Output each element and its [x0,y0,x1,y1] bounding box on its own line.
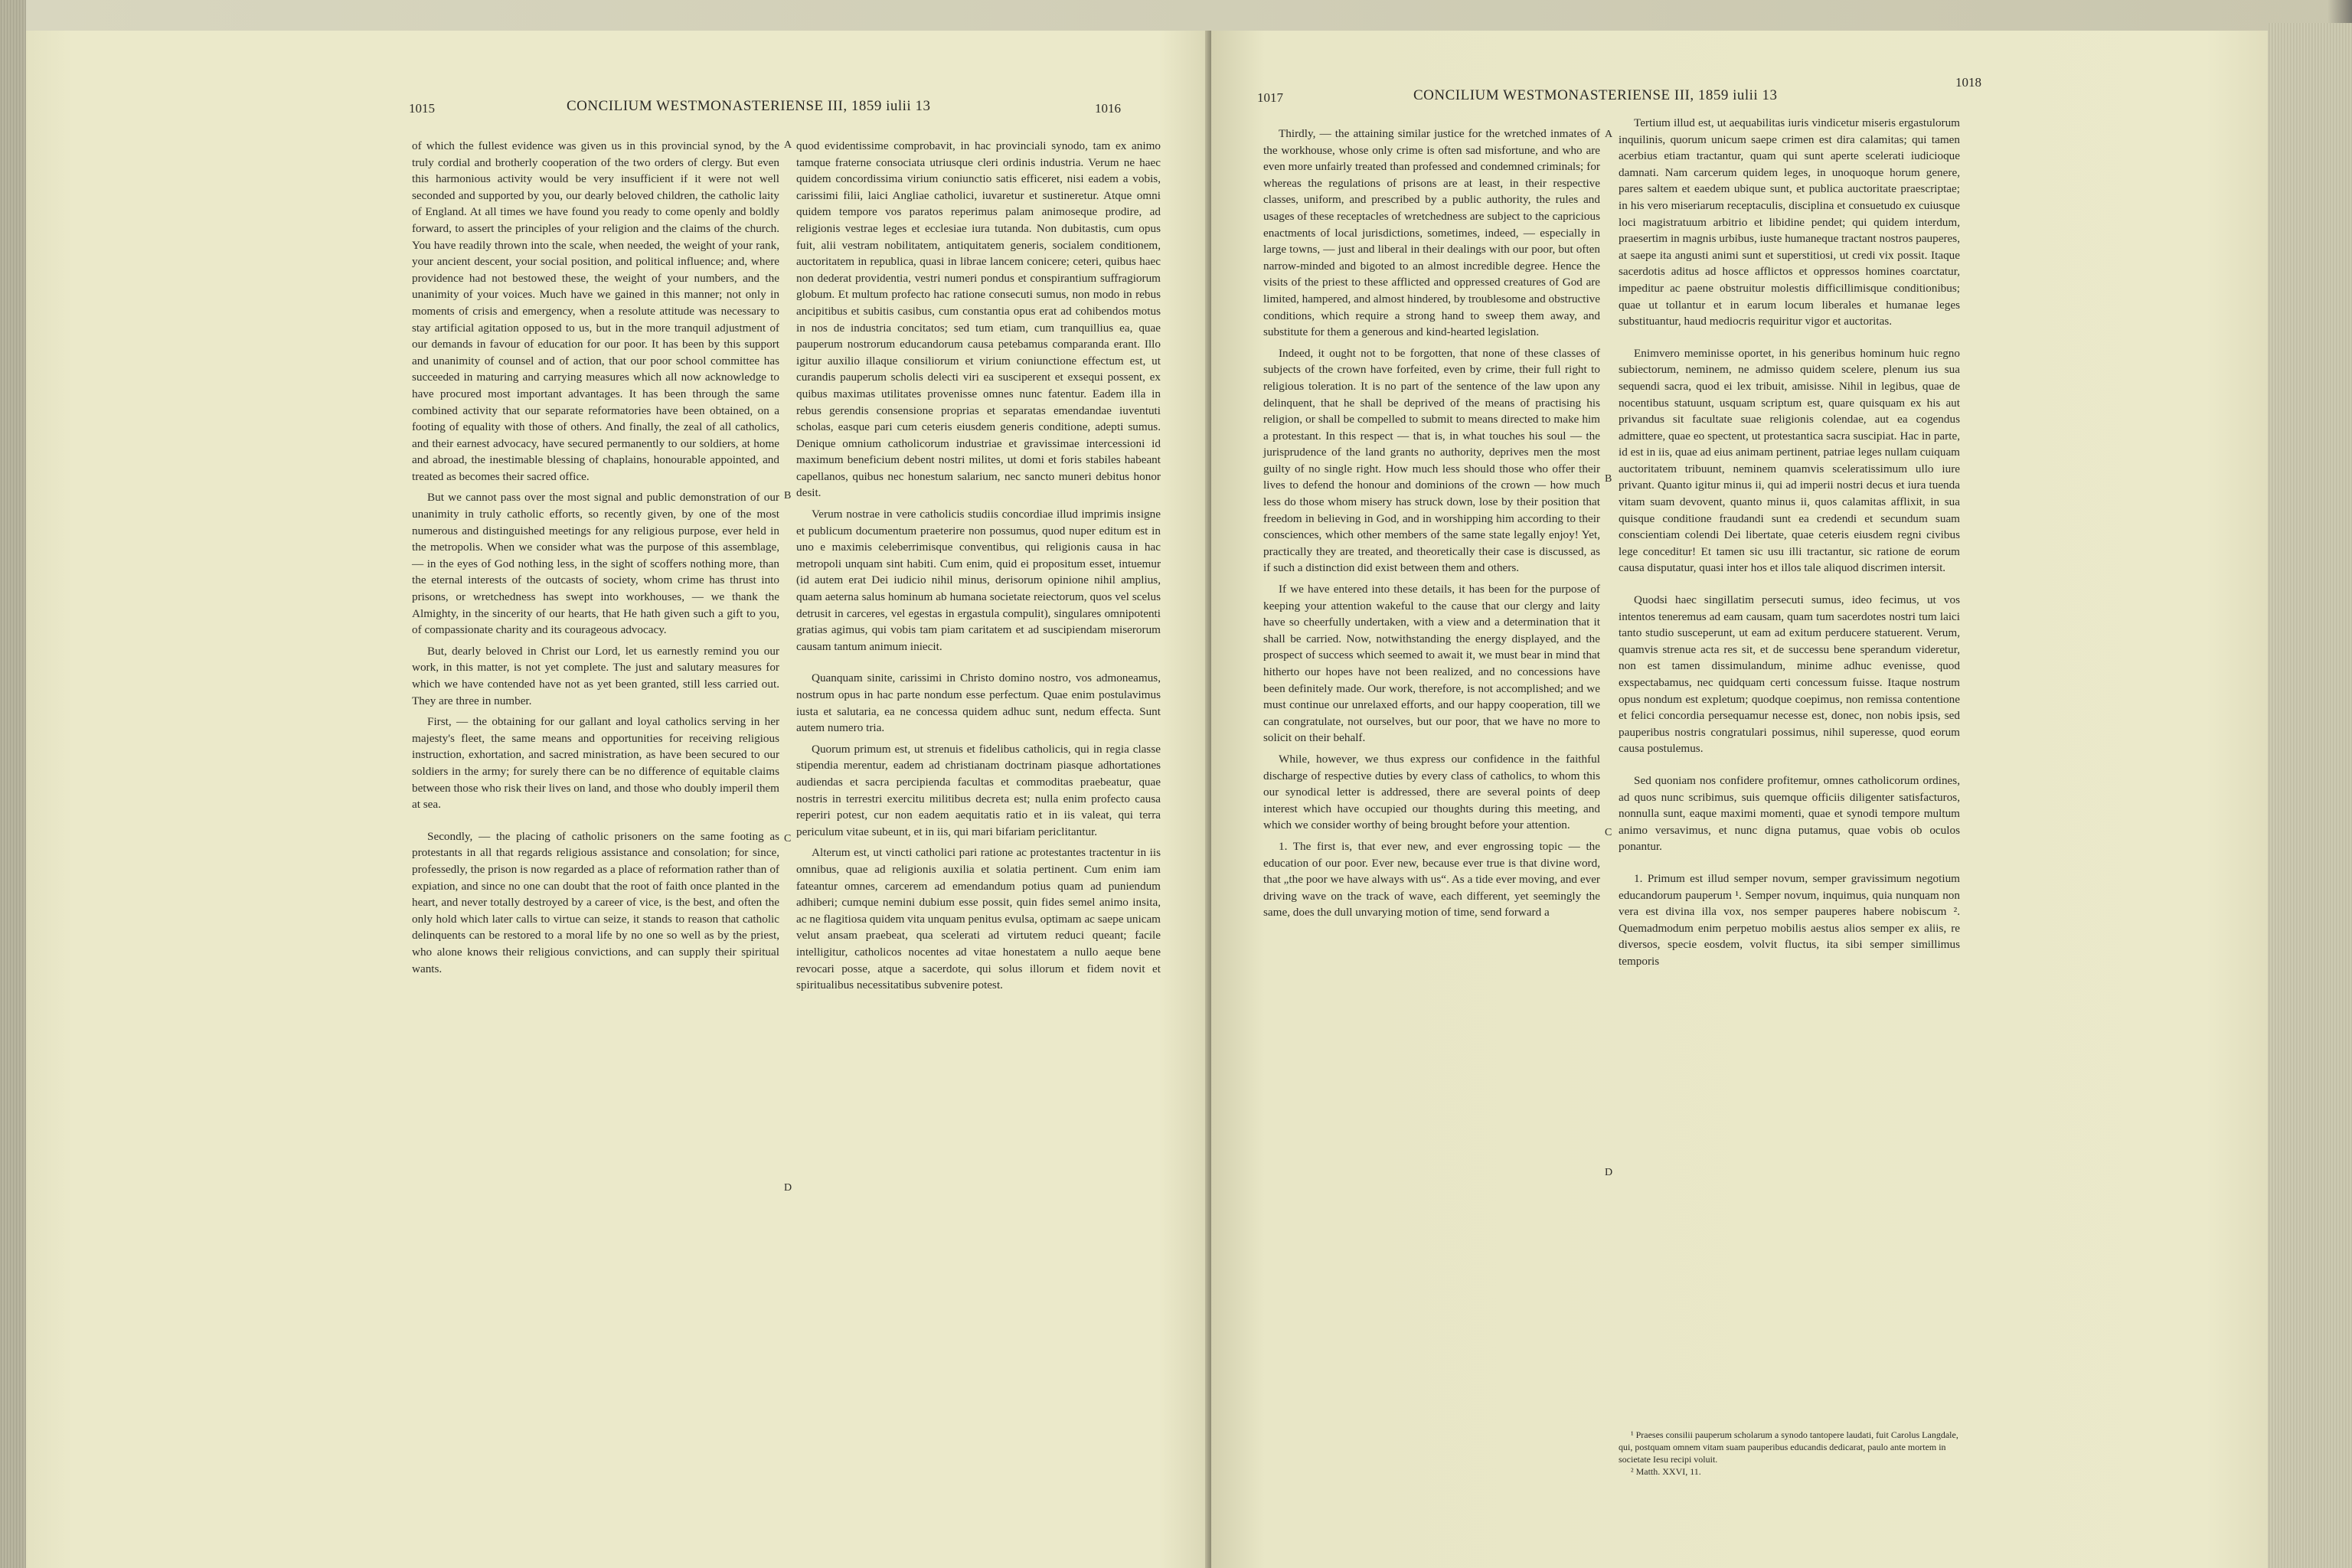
page-number-1017: 1017 [1257,90,1283,105]
right-page [1211,31,2268,1568]
section-marker-d: D [1605,1167,1613,1178]
english-paragraph: First, — the obtaining for our gallant and loyal catholics serving in her majesty's fleet, the same means and opportunities for receiving religious instruction, exhortation, and sacred ministration, as have been secured to our soldiers in the army; for surely there can be no difference of equitable claims between those who risk their lives on land, and those who doubly imperil them at sea. [412,715,779,812]
left-english-column [412,138,779,982]
latin-paragraph: Quorum primum est, ut strenuis et fidelibus catholicis, qui in regia classe stipendia merentur, eadem ad christianam doctrinam piasque adhortationes audiendas et sacra percipienda facultas et commoditas praebeatur, quae nostris in terrestri exercitu militibus decreta est; nulla enim profecto causa reperiri potest, cur non eadem aequitatis ratio et in iis valeat, qui terra periculum vitae subeunt, et in iis, qui mari bifariam periclitantur. [796,742,1161,838]
english-paragraph: 1. The first is, that ever new, and ever engrossing topic — the education of our poor. Ever new, because ever true is that divine word, that „the poor we have always with us“. As a tide ever moving, and ever driving wave on the track of wave, each different, yet seemingly the same, does the dull unvarying motion of time, send forward a [1263,839,1600,920]
page-number-1018: 1018 [1955,75,1981,90]
latin-paragraph: Tertium illud est, ut aequabilitas iuris vindicetur miseris ergastulorum inquilinis, quorum unicum saepe crimen est dira calamitas; qui tamen acerbius etiam tractantur, quam qui sunt aperte scelerati iudicioque damnati. Nam carcerum quidem leges, in unoquoque horum genere, pares saltem et eaedem ubique sunt, et publica auctoritate praescriptae; in his vero miseriarum receptaculis, disciplina et consuetudo ex cuiusque loci magistratuum arbitrio et libidine pendet; qui quidem interdum, praesertim in magnis urbibus, iuste humaneque tractant nostros pauperes, at saepe ita angusti animi sunt et superstitiosi, ut credi vix possit. Itaque sacerdotis aditus ad hosce afflictos et oppressos homines coarctatur, impeditur ac paene obstruitur molestis difficillimisque conditionibus; quae ut tollantur et in earum locum liberales et humanae leges substituantur, haud mediocris requiritur vigor et auctoritas. [1619,116,1960,328]
latin-paragraph: Verum nostrae in vere catholicis studiis concordiae illud imprimis insigne et publicum documentum praeterire non possumus, quod nuper editum est in uno e maximis celeberrimisque conventibus, qui religionis causa in hac metropoli unquam sint habiti. Cum enim, quid ei propositum esset, intuemur (id autem erat Dei iudicio nihil minus, derisorum opinione nihil amplius, quam aeterna salus hominum ab humana societate reiectorum, quos vel scelus detrusit in carceres, vel egestas in ergastula compulit), singulares omnipotenti gratias agimus, qui vobis tam piam caritatem et ad suscipiendam miserorum causam tantum animum iniecit. [796,508,1161,653]
section-marker-a: A [784,139,792,151]
latin-paragraph: 1. Primum est illud semper novum, semper gravissimum negotium educandorum pauperum ¹. Semper novum, inquimus, quia nunquam non vera est divina illa vox, nos semper pauperes habere nobiscum ². Quemadmodum enim perpetuo mobilis aestus alios semper ex aliis, re diversos, specie eosdem, volvit fluctus, ita sibi semper simillimus temporis [1619,871,1960,968]
section-marker-b: B [784,490,792,501]
section-marker-c: C [1605,827,1612,838]
page-number-1016: 1016 [1095,101,1121,116]
latin-paragraph: Quodsi haec singillatim persecuti sumus, ideo fecimus, ut vos intentos teneremus ad eam causam, quam tum sacerdotes nostri tum laici tanto studio susceperunt, ut eam ad exitum perducere statuerent. Verum, quamvis strenue acta res sit, et de successu bene sperandum videretur, non est tamen dissimulandum, minime adhuc evenisse, quod exspectabamus, nec quidquam certi concessum fuisse. Itaque nostrum opus nondum est expletum; quodque coepimus, non remissa contentione et felici concordia persequamur necesse est, donec, non nobis ipsis, sed pauperibus nostris congratulari possimus, nihil superesse, quod eorum causa postulemus. [1619,593,1960,756]
latin-paragraph: Enimvero meminisse oportet, in his generibus hominum huic regno subiectorum, neminem, ne admisso quidem scelere, plenum ius sua sequendi sacra, quod ei lex tribuit, amisisse. Nihil in legibus, quae de nocentibus statuunt, usquam scriptum est, quare quisquam ex his aut privandus sit facultate suae religionis colendae, aut ea cogendus admittere, quae eo spectent, ut protestantica sacra suscipiat. Hac in parte, id est in iis, quae ad eius animam pertinent, patriae leges nullam cuiquam auctoritatem tribuunt, neminem quamvis sceleratissimum ullo iure privant. Quanto igitur minus ii, qui ad imperii nostri decus et iura tuenda vitam suam devovent, quanto minus ii, quos calamitas afflixit, in sua quisque conditione fraudandi sunt ea credendi et secundum suam conscientiam colendi Dei libertate, quae ceteris eiusdem regni civibus lege conceditur! Et tamen sic usu illi tractantur, sic ratione de eorum causa disputatur, quasi inter hos et illos tale aliquod discrimen intersit. [1619,346,1960,575]
left-latin-column [796,138,1161,998]
latin-paragraph: Alterum est, ut vincti catholici pari ratione ac protestantes tractentur in iis omnibus, quae ad religionis auxilia et solatia pertinent. Cum enim iam fateantur omnes, carcerem ad emendandum potius quam ad puniendum adhiberi; cumque nemini dubium esse possit, quin fides semel animo insita, ac ne flagitiosa quidem vita unquam penitus evulsa, optimam ac saepe unicam velut ansam praebeat, qua scelerati ad virtutem reduci queant; facile intelligitur, catholicos nocentes ad vitae honestatem a nullo aeque bene revocari posse, atque a sacerdote, qui solus illorum et fidem novit et spiritualibus necessitatibus subvenire potest. [796,846,1161,992]
latin-paragraph: Quanquam sinite, carissimi in Christo domino nostro, vos admoneamus, nostrum opus in hac parte nondum esse perfectum. Quae enim postulavimus iusta et salutaria, ea ne concessa quidem adhuc sunt, nedum effecta. Sunt autem numero tria. [796,671,1161,735]
english-paragraph: Indeed, it ought not to be forgotten, that none of these classes of subjects of the crown have forfeited, even by crime, their full right to religious toleration. It is no part of the sentence of the law upon any delinquent, that he shall be deprived of the means of practising his religion, or shall be compelled to submit to means directed to make him a protestant. In this respect — that is, in what touches his soul — the jurisprudence of the land grants no authority, deprives men the most guilty of no single right. How much less should those who offer their lives to defend the honour and dominions of the crown — how much less do those whom misery has struck down, lose by their position that freedom in believing in God, and in worshipping him according to their consciences, which other members of the same state legally enjoy! Yet, practically they are treated, and theoretically their case is discussed, as if such a distinction did exist between them and others. [1263,346,1600,575]
section-marker-b: B [1605,473,1612,485]
footnote: ² Matth. XXVI, 11. [1631,1466,1701,1477]
latin-paragraph: quod evidentissime comprobavit, in hac provinciali synodo, tam ex animo tamque fraterne consociata utriusque cleri ordinis industria. Verum ne haec quidem concordissima virium coniunctio satis efficeret, nisi eadem a vobis, carissimi filii, laici Angliae catholici, iuvaretur et sustineretur. Atque omni quidem tempore vos paratos reperimus palam animoseque prodire, ad religionis vestrae leges et ecclesiae iura tutanda. Non dubitastis, cum opus fuit, alii vestram nobilitatem, antiquitatem generis, socialem conditionem, auctoritatem in republica, quasi in librae lancem conicere; ceteri, quibus haec non dederat providentia, vestri numeri pondus et conspirantium suffragiorum globum. Et multum profecto hac ratione consecuti sumus, non modo in rebus ancipitibus et subitis casibus, cum constantia opus erat ad cohibendos motus in nos de industria concitatos; sed tum etiam, cum tranquillius ea, quae pauperum nostrorum educandorum causa petebamus comparanda erant. Illo igitur auxilio illaque consiliorum et virium coniunctione effectum est, ut curandis pauperum scholis delecti viri ea susciperent et exsequi possent, ex quibus maximas utilitates provenisse omnes nunc fatentur. Eadem illa in rebus gerendis consensione proprias et separatas emendandae iuventuti scholas, easque pari cum ceteris eiusdem generis conditione, adepti sumus. Denique omnium catholicorum industriae et gravissimae intercessioni id maximum beneficium debent nostri milites, ut domi et foris stabiles habeant capellanos, quibus nec honestum salarium, nec sancto muneri debitus honor desit. [796,139,1161,500]
right-latin-column [1619,115,1960,975]
english-paragraph: But, dearly beloved in Christ our Lord, let us earnestly remind you our work, in this matter, is not yet complete. The just and salutary measures for which we have contended have not as yet been granted, still less carried out. They are three in number. [412,644,779,707]
running-head-right: CONCILIUM WESTMONASTERIENSE III, 1859 iulii 13 [1413,87,1778,103]
english-paragraph: of which the fullest evidence was given us in this provincial synod, by the truly cordial and brotherly cooperation of the two orders of clergy. But even this harmonious activity would be very insufficient if it were not well seconded and supported by you, our dearly beloved children, the catholic laity of England. At all times we have found you ready to come openly and boldly forward, to assert the principles of your religion and the claims of the church. You have readily thrown into the scale, when needed, the weight of your rank, your ancient descent, your social position, and political influence; and, where providence had not bestowed these, the weight of your numbers, and the unanimity of your voices. Much have we gained in this manner; not only in moments of crisis and emergency, when a resolute attitude was necessary to stay artificial agitation opposed to us, but in the more tranquil adjustment of our demands in favour of education for our poor. It has been by this support and unanimity of counsel and of action, that our poor school committee has succeeded in maturing and carrying measures which all now acknowledge to have procured most important advantages. It has been through the same combined activity that our separate reformatories have been obtained, on a footing of equality with those of others. And finally, the zeal of all catholics, and their earnest advocacy, have secured permanently to our soldiers, at home and abroad, the inestimable blessing of chaplains, honourable appointed, and treated as becomes their sacred office. [412,139,779,483]
english-paragraph: But we cannot pass over the most signal and public demonstration of our unanimity in truly catholic efforts, so recently given, by one of the most numerous and distinguished meetings for any religious purpose, ever held in the metropolis. When we consider what was the purpose of this assemblage, — in the eyes of God nothing less, in the sight of scoffers nothing more, than the eternal interests of the outcasts of society, whom crime has thrust into prisons, or wretchedness has swept into workhouses, — we thank the Almighty, in the sincerity of our hearts, that He hath given such a gift to you, of compassionate charity and its courageous advocacy. [412,491,779,637]
footnote: ¹ Praeses consilii pauperum scholarum a synodo tantopere laudati, fuit Carolus Langdale, qui, postquam omnem vitam suam pauperibus educandis dedicarat, paulo ante mortem in societate Iesu recipi voluit. [1619,1429,1958,1465]
section-marker-d: D [784,1182,792,1194]
left-page-edges [0,0,26,1568]
english-paragraph: Secondly, — the placing of catholic prisoners on the same footing as protestants in all that regards religious assistance and consolation; for since, professedly, the prison is now regarded as a place of reformation rather than of expiation, and since no one can doubt that the root of faith once planted in the heart, and never totally destroyed by a career of vice, is the best, and often the only hold which later calls to virtue can seize, it stands to reason that catholic delinquents can be restored to a moral life by no one so well as by the priest, who alone knows their religious convictions, and can supply their spiritual wants. [412,829,779,975]
section-marker-a: A [1605,129,1613,140]
page-number-1015: 1015 [409,101,435,116]
latin-paragraph: Sed quoniam nos confidere profitemur, omnes catholicorum ordines, ad quos nunc scribimus, suis quemque officiis diligenter satisfacturos, nonnulla sunt, eaque maximi momenti, quae et synodi tempore multum animo versavimus, et nunc digna putamus, quae vobis ob oculos ponantur. [1619,773,1960,854]
right-page-edges [2268,23,2352,1568]
english-paragraph: Thirdly, — the attaining similar justice for the wretched inmates of the workhouse, whose only crime is often sad misfortune, and who are even more unfairly treated than professed and condemned criminals; for whereas the regulations of prisons are at least, in their respective classes, uniform, and prescribed by a public authority, the rules and usages of these receptacles of wretchedness are subject to the capricious enactments of local jurisdictions, sometimes, indeed, — especially in large towns, — just and liberal in their dealings with our poor, but often narrow-minded and bigoted to an almost incredible degree. Hence the visits of the priest to these afflicted and oppressed creatures of God are limited, hampered, and almost hindered, by troublesome and obstructive conditions, which require a strong hand to sweep them away, and substitute for them a generous and kind-hearted legislation. [1263,127,1600,339]
running-head-left: CONCILIUM WESTMONASTERIENSE III, 1859 iulii 13 [567,98,931,114]
section-marker-c: C [784,833,792,844]
left-page [26,31,1211,1568]
english-paragraph: If we have entered into these details, it has been for the purpose of keeping your attention wakeful to the cause that our clergy and laity have so cheerfully undertaken, with a view and a determination that it shall be carried. Now, notwithstanding the energy displayed, and the prospect of success which seemed to await it, we must bear in mind that hitherto our hopes have not been realized, and no concessions have been definitely made. Our work, therefore, is not accomplished; and we must continue our unrelaxed efforts, and our happy cooperation, till we can congratulate, not ourselves, but our poor, that we have no more to solicit on their behalf. [1263,583,1600,745]
footnotes [1619,1429,1960,1478]
english-paragraph: While, however, we thus express our confidence in the faithful discharge of respective duties by every class of catholics, to whom this our synodical letter is addressed, there are several points of deep interest which have occupied our thoughts during this meeting, and which we consider worthy of being brought before your attention. [1263,752,1600,832]
right-english-column [1263,126,1600,926]
